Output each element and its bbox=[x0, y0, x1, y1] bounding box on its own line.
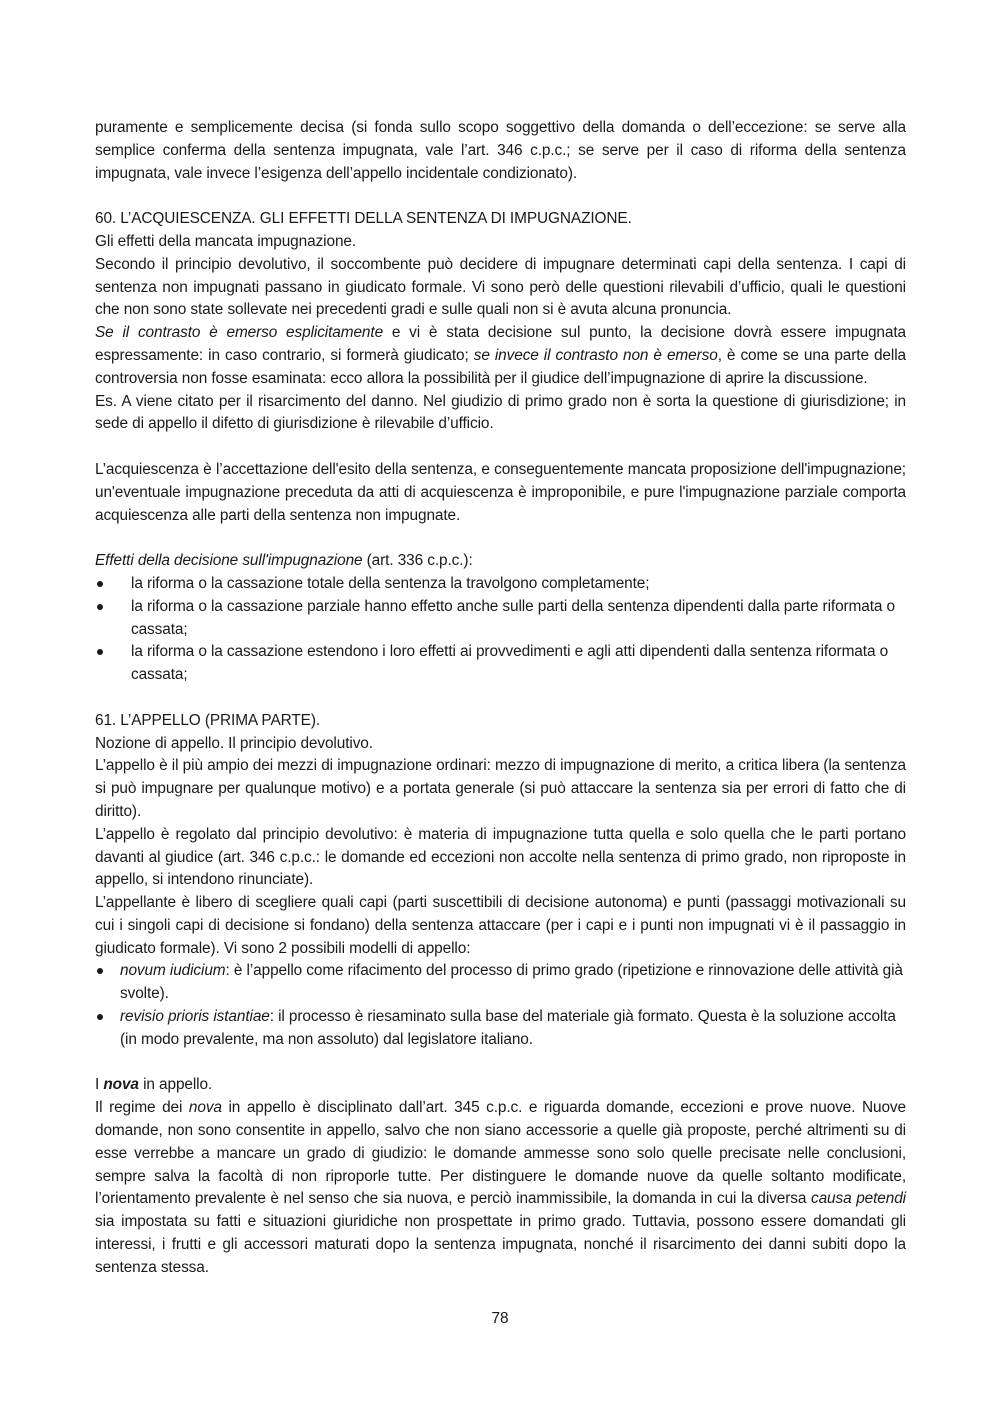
paragraph-continuation: puramente e semplicemente decisa (si fonda sullo scopo soggettivo della domanda o dell’eccezione: se serve alla semplice conferma della sentenza impugnata, vale l’art. 346 c.p.c.; se serve per il caso di riforma della sentenza impugnata, vale invece l’esigenza dell’appello incidentale condizionato). bbox=[95, 119, 906, 182]
bullet-icon bbox=[97, 968, 103, 974]
list-item bbox=[95, 960, 906, 1006]
spacer bbox=[95, 687, 906, 710]
model-text: : è l’appello come rifacimento del processo di primo grado (ripetizione e rinnovazione delle attività già svolte). bbox=[120, 962, 903, 1003]
effetti-decisione-label bbox=[95, 550, 906, 573]
model-term: revisio prioris istantiae bbox=[120, 1008, 270, 1026]
section-heading-60: 60. L’ACQUIESCENZA. GLI EFFETTI DELLA SENTENZA DI IMPUGNAZIONE. bbox=[95, 210, 632, 228]
modelli-appello-list bbox=[95, 960, 906, 1051]
subheading-effetti-mancata-impugnazione: Gli effetti della mancata impugnazione. bbox=[95, 232, 357, 250]
spacer bbox=[95, 185, 906, 208]
emphasis-text: se invece il contrasto non è emerso bbox=[473, 346, 718, 364]
paragraph-esempio: Es. A viene citato per il risarcimento del danno. Nel giudizio di primo grado non è sorta la questione di giurisdizione; in sede di appello il difetto di giurisdizione è rilevabile d’ufficio. bbox=[95, 392, 906, 433]
effetti-bullet-list bbox=[95, 573, 906, 687]
spacer bbox=[95, 436, 906, 459]
paragraph-text: Il regime dei bbox=[95, 1099, 189, 1117]
emphasis-text: nova bbox=[188, 1099, 222, 1117]
paragraph-text: e vi è stata decisione sul punto, la decisione dovrà essere impugnata espressamente: in caso contrario, si formerà giudicato; bbox=[95, 324, 906, 364]
list-item-text: la riforma o la cassazione estendono i loro effetti ai provvedimenti e agli atti dipendenti dalla sentenza riformata o cassata; bbox=[131, 643, 889, 684]
emphasis-text: causa petendi bbox=[810, 1190, 906, 1208]
subheading-nova bbox=[95, 1074, 906, 1097]
spacer bbox=[95, 527, 906, 550]
bullet-icon bbox=[97, 649, 103, 655]
subheading-nozione-appello: Nozione di appello. Il principio devolutivo. bbox=[95, 734, 373, 752]
bullet-icon bbox=[97, 581, 103, 587]
model-term: novum iudicium bbox=[120, 962, 226, 980]
paragraph-appello-definizione: L’appello è il più ampio dei mezzi di impugnazione ordinari: mezzo di impugnazione di merito, a critica libera (la sentenza si può impugnare per qualunque motivo) e a portata generale (si può attaccare la sentenza sia per errori di fatto che di diritto). bbox=[95, 757, 906, 820]
paragraph-nova bbox=[95, 1097, 906, 1279]
bullet-icon bbox=[97, 1014, 103, 1020]
list-item bbox=[95, 1006, 906, 1052]
paragraph-text: in appello è disciplinato dall’art. 345 c.p.c. e riguarda domande, eccezioni e prove nuove. Nuove domande, non sono consentite in appello, salvo che non siano accessorie a quelle già proposte, perché altrimenti su di esse verrebbe a mancare un grado di giudizio: le domande ammesse sono solo quelle precisate nelle conclusioni, sempre salva la facoltà di non riproporle tutte. Per distinguere le domande nuove da quelle soltanto modificate, l’orientamento prevalente è nel senso che sia nuova, e perciò inammissibile, la domanda in cui la diversa bbox=[95, 1099, 906, 1208]
list-item bbox=[95, 596, 906, 642]
section-heading-61: 61. L’APPELLO (PRIMA PARTE). bbox=[95, 711, 321, 729]
nova-bold-italic: nova bbox=[103, 1076, 139, 1094]
paragraph-text: (art. 336 c.p.c.): bbox=[362, 552, 473, 570]
paragraph-appellante: L’appellante è libero di scegliere quali capi (parti suscettibili di decisione autonoma) e punti (passaggi motivazionali su cui i singoli capi di decisione si fondano) della sentenza attaccare (per i capi e i punti non impugnati vi è il passaggio in giudicato formale). Vi sono 2 possibili modelli di appello: bbox=[95, 894, 906, 957]
paragraph-text: sia impostata su fatti e situazioni giuridiche non prospettate in primo grado. Tuttavia, possono essere domandati gli interessi, i frutti e gli accessori maturati dopo la sentenza impugnata, nonché il risarcimento dei danni subiti dopo la sentenza stessa. bbox=[95, 1213, 906, 1276]
model-text: : il processo è riesaminato sulla base del materiale già formato. Questa è la soluzione accolta (in modo prevalente, ma non assoluto) dal legislatore italiano. bbox=[120, 1008, 896, 1048]
bullet-icon bbox=[97, 604, 103, 610]
paragraph-principio-devolutivo: Secondo il principio devolutivo, il soccombente può decidere di impugnare determinati capi della sentenza. I capi di sentenza non impugnati passano in giudicato formale. Vi sono però delle questioni rilevabili d’ufficio, quali le questioni che non sono state sollevate nei precedenti gradi e sulle quali non si è avuta alcuna pronuncia. bbox=[95, 255, 906, 319]
list-item bbox=[95, 641, 906, 687]
heading-text: in appello. bbox=[138, 1076, 213, 1094]
paragraph-text: , è come se una parte della controversia non fosse esaminata: ecco allora la possibilità per il giudice dell’impugnazione di aprire la discussione. bbox=[95, 346, 906, 387]
paragraph-appello-devolutivo: L’appello è regolato dal principio devolutivo: è materia di impugnazione tutta quella e solo quella che le parti portano davanti al giudice (art. 346 c.p.c.: le domande ed eccezioni non accolte nella sentenza di primo grado, non riproposte in appello, si intendono rinunciate). bbox=[95, 825, 906, 889]
paragraph-contrasto bbox=[95, 322, 906, 390]
paragraph-acquiescenza: L’acquiescenza è l’accettazione dell'esito della sentenza, e conseguentemente mancata proposizione dell'impugnazione; un'eventuale impugnazione preceduta da atti di acquiescenza è improponibile, e pure l'impugnazione parziale comporta acquiescenza alle parti della sentenza non impugnate. bbox=[95, 460, 906, 524]
emphasis-text: Effetti della decisione sull'impugnazione bbox=[95, 552, 363, 570]
spacer bbox=[95, 1052, 906, 1075]
list-item bbox=[95, 573, 906, 596]
page-number: 78 bbox=[491, 1310, 509, 1327]
list-item-text: la riforma o la cassazione parziale hanno effetto anche sulle parti della sentenza dipendenti dalla parte riformata o cassata; bbox=[131, 597, 896, 638]
list-item-text: la riforma o la cassazione totale della sentenza la travolgono completamente; bbox=[131, 574, 650, 592]
heading-text: I bbox=[95, 1076, 104, 1094]
emphasis-text: Se il contrasto è emerso esplicitamente bbox=[95, 324, 384, 342]
